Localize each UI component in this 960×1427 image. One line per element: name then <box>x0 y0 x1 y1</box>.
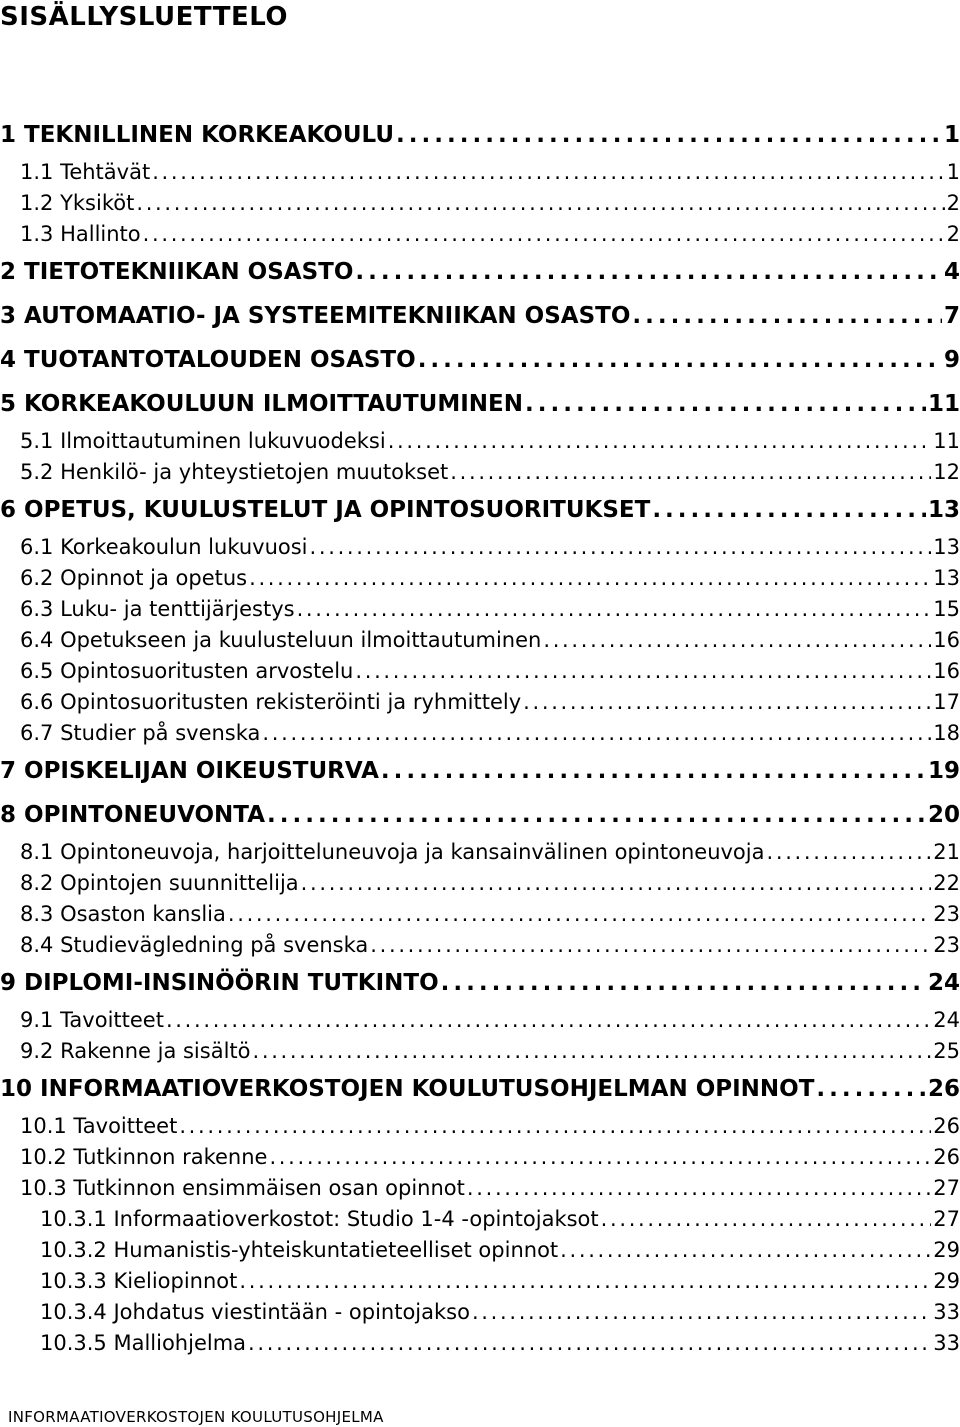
toc-section-entry[interactable] <box>0 563 960 594</box>
toc-entry-label: 10.3.5 Malliohjelma <box>40 1328 248 1359</box>
toc-entry-label: 10.3 Tutkinnon ensimmäisen osan opinnot <box>20 1173 467 1204</box>
toc-dot-leader <box>248 1328 931 1359</box>
toc-section-entry[interactable] <box>0 656 960 687</box>
toc-page-number: 2 <box>946 191 960 215</box>
toc-dot-leader <box>816 1067 926 1111</box>
toc-section-entry[interactable] <box>0 1036 960 1067</box>
toc-page-number: 18 <box>933 721 960 745</box>
toc-entry-label: 1.1 Tehtävät <box>20 157 152 188</box>
toc-entry-label: 6.4 Opetukseen ja kuulusteluun ilmoittautuminen <box>20 625 543 656</box>
toc-subsection-entry[interactable] <box>0 1328 960 1359</box>
toc-entry-label: 7 OPISKELIJAN OIKEUSTURVA <box>0 749 381 793</box>
toc-entry-label: 6.3 Luku- ja tenttijärjestys <box>20 594 297 625</box>
toc-chapter-entry[interactable] <box>0 294 960 338</box>
toc-page-number: 27 <box>933 1207 960 1231</box>
toc-subsection-entry[interactable] <box>0 1204 960 1235</box>
toc-page-number: 29 <box>933 1269 960 1293</box>
toc-section-entry[interactable] <box>0 219 960 250</box>
toc-dot-leader <box>239 1266 931 1297</box>
toc-chapter-entry[interactable] <box>0 488 960 532</box>
toc-dot-leader <box>262 718 931 749</box>
toc-chapter-entry[interactable] <box>0 113 960 157</box>
toc-dot-leader <box>525 382 926 426</box>
toc-entry-label: 9 DIPLOMI-INSINÖÖRIN TUTKINTO <box>0 961 441 1005</box>
toc-page-number: 11 <box>933 429 960 453</box>
toc-page-number: 29 <box>933 1238 960 1262</box>
toc-entry-label: 8.4 Studievägledning på svenska <box>20 930 370 961</box>
toc-subsection-entry[interactable] <box>0 1297 960 1328</box>
toc-section-entry[interactable] <box>0 426 960 457</box>
toc-chapter-entry[interactable] <box>0 961 960 1005</box>
toc-entry-label: 5.2 Henkilö- ja yhteystietojen muutokset <box>20 457 450 488</box>
toc-page-number: 7 <box>943 303 960 329</box>
toc-chapter-entry[interactable] <box>0 793 960 837</box>
toc-entry-label: 6 OPETUS, KUULUSTELUT JA OPINTOSUORITUKSET <box>0 488 652 532</box>
toc-page-number: 26 <box>933 1114 960 1138</box>
toc-dot-leader <box>310 532 932 563</box>
toc-chapter-entry[interactable] <box>0 338 960 382</box>
toc-section-entry[interactable] <box>0 930 960 961</box>
toc-dot-leader <box>355 656 931 687</box>
toc-dot-leader <box>370 930 931 961</box>
toc-entry-label: 8 OPINTONEUVONTA <box>0 793 267 837</box>
toc-page-number: 23 <box>933 902 960 926</box>
table-of-contents <box>0 113 960 1359</box>
toc-entry-label: 10.3.3 Kieliopinnot <box>40 1266 239 1297</box>
toc-page-number: 16 <box>933 628 960 652</box>
toc-page-number: 24 <box>927 970 960 996</box>
toc-page-number: 33 <box>933 1331 960 1355</box>
toc-entry-label: 5.1 Ilmoittautuminen lukuvuodeksi <box>20 426 388 457</box>
toc-section-entry[interactable] <box>0 594 960 625</box>
toc-chapter-entry[interactable] <box>0 749 960 793</box>
toc-entry-label: 4 TUOTANTOTALOUDEN OSASTO <box>0 338 418 382</box>
toc-page-number: 20 <box>927 802 960 828</box>
toc-dot-leader <box>355 250 942 294</box>
toc-dot-leader <box>523 687 931 718</box>
page-title: SISÄLLYSLUETTELO <box>0 2 288 32</box>
toc-page-number: 17 <box>933 690 960 714</box>
toc-dot-leader <box>388 426 932 457</box>
toc-dot-leader <box>450 457 931 488</box>
toc-page-number: 1 <box>943 122 960 148</box>
toc-dot-leader <box>767 837 932 868</box>
toc-page-number: 22 <box>933 871 960 895</box>
toc-entry-label: 6.7 Studier på svenska <box>20 718 262 749</box>
toc-section-entry[interactable] <box>0 1142 960 1173</box>
toc-page-number: 33 <box>933 1300 960 1324</box>
toc-entry-label: 2 TIETOTEKNIIKAN OSASTO <box>0 250 355 294</box>
toc-entry-label: 6.2 Opinnot ja opetus <box>20 563 249 594</box>
toc-entry-label: 10 INFORMAATIOVERKOSTOJEN KOULUTUSOHJELMAN OPINNOT <box>0 1067 816 1111</box>
toc-dot-leader <box>152 157 944 188</box>
toc-page-number: 1 <box>946 160 960 184</box>
toc-section-entry[interactable] <box>0 1111 960 1142</box>
toc-page-number: 25 <box>933 1039 960 1063</box>
toc-dot-leader <box>441 961 926 1005</box>
toc-section-entry[interactable] <box>0 188 960 219</box>
toc-section-entry[interactable] <box>0 157 960 188</box>
toc-section-entry[interactable] <box>0 457 960 488</box>
toc-section-entry[interactable] <box>0 687 960 718</box>
toc-page-number: 26 <box>933 1145 960 1169</box>
toc-dot-leader <box>381 749 926 793</box>
toc-dot-leader <box>543 625 931 656</box>
toc-page-number: 27 <box>933 1176 960 1200</box>
toc-dot-leader <box>301 868 932 899</box>
toc-page-number: 9 <box>943 347 960 373</box>
toc-dot-leader <box>228 899 931 930</box>
toc-entry-label: 6.5 Opintosuoritusten arvostelu <box>20 656 355 687</box>
toc-entry-label: 1.2 Yksiköt <box>20 188 136 219</box>
toc-page-number: 13 <box>933 535 960 559</box>
toc-subsection-entry[interactable] <box>0 1235 960 1266</box>
toc-section-entry[interactable] <box>0 625 960 656</box>
toc-entry-label: 1.3 Hallinto <box>20 219 143 250</box>
toc-dot-leader <box>601 1204 932 1235</box>
toc-entry-label: 10.3.1 Informaatioverkostot: Studio 1-4 -opintojaksot <box>40 1204 601 1235</box>
toc-dot-leader <box>418 338 942 382</box>
toc-dot-leader <box>269 1142 931 1173</box>
toc-page-number: 19 <box>927 758 960 784</box>
toc-entry-label: 6.1 Korkeakoulun lukuvuosi <box>20 532 310 563</box>
toc-section-entry[interactable] <box>0 718 960 749</box>
toc-section-entry[interactable] <box>0 1005 960 1036</box>
page-footer: INFORMAATIOVERKOSTOJEN KOULUTUSOHJELMA <box>8 1408 384 1426</box>
toc-dot-leader <box>179 1111 931 1142</box>
toc-page-number: 24 <box>933 1008 960 1032</box>
toc-entry-label: 8.2 Opintojen suunnittelija <box>20 868 301 899</box>
toc-dot-leader <box>143 219 945 250</box>
toc-chapter-entry[interactable] <box>0 382 960 426</box>
toc-section-entry[interactable] <box>0 837 960 868</box>
toc-page-number: 2 <box>946 222 960 246</box>
toc-page-number: 11 <box>927 391 960 417</box>
toc-section-entry[interactable] <box>0 532 960 563</box>
toc-page-number: 4 <box>943 259 960 285</box>
toc-entry-label: 10.2 Tutkinnon rakenne <box>20 1142 269 1173</box>
toc-dot-leader <box>297 594 932 625</box>
toc-section-entry[interactable] <box>0 899 960 930</box>
toc-section-entry[interactable] <box>0 1173 960 1204</box>
toc-dot-leader <box>253 1036 932 1067</box>
toc-entry-label: 5 KORKEAKOULUUN ILMOITTAUTUMINEN <box>0 382 525 426</box>
toc-page-number: 12 <box>933 460 960 484</box>
toc-dot-leader <box>396 113 942 157</box>
toc-entry-label: 10.3.2 Humanistis-yhteiskuntatieteelliset opinnot <box>40 1235 560 1266</box>
toc-page-number: 26 <box>927 1076 960 1102</box>
toc-page-number: 23 <box>933 933 960 957</box>
toc-page-number: 13 <box>927 497 960 523</box>
toc-chapter-entry[interactable] <box>0 1067 960 1111</box>
toc-dot-leader <box>249 563 931 594</box>
toc-page-number: 16 <box>933 659 960 683</box>
toc-entry-label: 3 AUTOMAATIO- JA SYSTEEMITEKNIIKAN OSASTO <box>0 294 632 338</box>
toc-dot-leader <box>632 294 942 338</box>
toc-dot-leader <box>136 188 944 219</box>
toc-entry-label: 9.1 Tavoitteet <box>20 1005 166 1036</box>
toc-entry-label: 6.6 Opintosuoritusten rekisteröinti ja ryhmittely <box>20 687 523 718</box>
toc-section-entry[interactable] <box>0 868 960 899</box>
toc-dot-leader <box>467 1173 931 1204</box>
toc-page-number: 21 <box>933 840 960 864</box>
toc-dot-leader <box>652 488 926 532</box>
toc-entry-label: 10.1 Tavoitteet <box>20 1111 179 1142</box>
toc-dot-leader <box>267 793 926 837</box>
toc-entry-label: 8.1 Opintoneuvoja, harjoitteluneuvoja ja kansainvälinen opintoneuvoja <box>20 837 767 868</box>
toc-subsection-entry[interactable] <box>0 1266 960 1297</box>
toc-dot-leader <box>472 1297 931 1328</box>
toc-entry-label: 8.3 Osaston kanslia <box>20 899 228 930</box>
toc-entry-label: 9.2 Rakenne ja sisältö <box>20 1036 253 1067</box>
toc-entry-label: 1 TEKNILLINEN KORKEAKOULU <box>0 113 396 157</box>
toc-dot-leader <box>166 1005 931 1036</box>
toc-dot-leader <box>560 1235 931 1266</box>
toc-entry-label: 10.3.4 Johdatus viestintään - opintojakso <box>40 1297 472 1328</box>
toc-chapter-entry[interactable] <box>0 250 960 294</box>
toc-page-number: 13 <box>933 566 960 590</box>
toc-page-number: 15 <box>933 597 960 621</box>
